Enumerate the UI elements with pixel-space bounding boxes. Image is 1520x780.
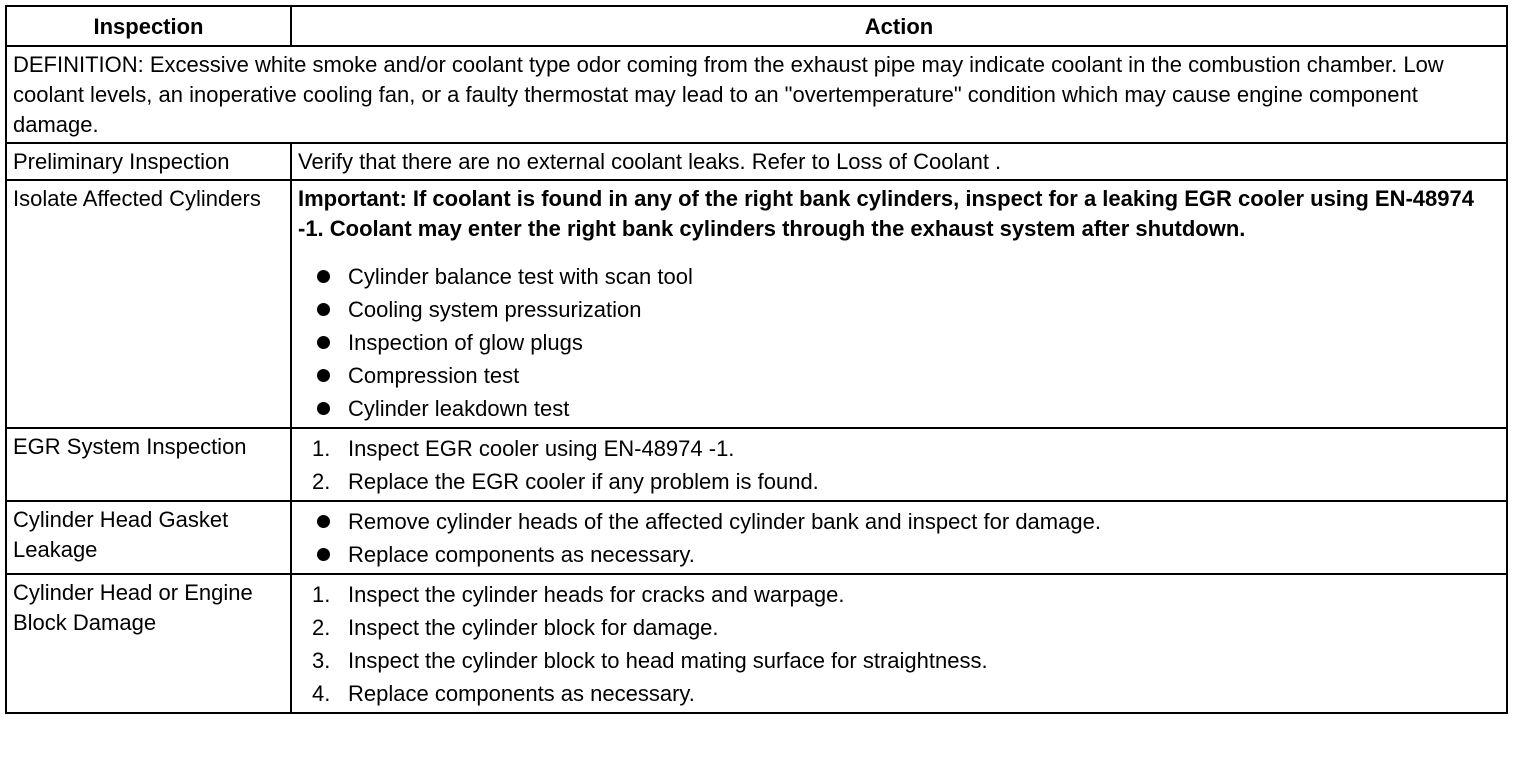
list-item-text: Inspect the cylinder block to head mating surface for straightness. bbox=[348, 648, 988, 673]
header-row bbox=[6, 6, 1507, 46]
bullet-icon bbox=[317, 270, 330, 283]
table-row bbox=[6, 574, 1507, 713]
inspection-cell: EGR System Inspection bbox=[6, 428, 291, 501]
numbered-list bbox=[298, 432, 1500, 498]
list-item-text: Inspect the cylinder block for damage. bbox=[348, 615, 719, 640]
list-item bbox=[298, 260, 1500, 293]
list-item bbox=[298, 392, 1500, 425]
inspection-cell: Isolate Affected Cylinders bbox=[6, 180, 291, 428]
bullet-icon bbox=[317, 303, 330, 316]
action-cell bbox=[291, 501, 1507, 574]
bullet-icon bbox=[317, 515, 330, 528]
table-row bbox=[6, 501, 1507, 574]
list-item-text: Remove cylinder heads of the affected cylinder bank and inspect for damage. bbox=[348, 509, 1101, 534]
list-item bbox=[298, 293, 1500, 326]
list-item-text: Compression test bbox=[348, 363, 520, 388]
definition-row bbox=[6, 46, 1507, 143]
list-item-text: Cylinder leakdown test bbox=[348, 396, 570, 421]
list-item-text: Inspection of glow plugs bbox=[348, 330, 583, 355]
inspection-cell: Cylinder Head Gasket Leakage bbox=[6, 501, 291, 574]
step-number: 1. bbox=[312, 436, 331, 461]
action-cell bbox=[291, 180, 1507, 428]
bullet-list bbox=[298, 260, 1500, 425]
action-cell bbox=[291, 574, 1507, 713]
list-item-text: Inspect the cylinder heads for cracks and warpage. bbox=[348, 582, 845, 607]
action-cell bbox=[291, 428, 1507, 501]
bullet-icon bbox=[317, 336, 330, 349]
step-number: 1. bbox=[312, 582, 331, 607]
table-row bbox=[6, 428, 1507, 501]
table-row bbox=[6, 143, 1507, 180]
list-item-text: Cylinder balance test with scan tool bbox=[348, 264, 693, 289]
inspection-cell: Cylinder Head or Engine Block Damage bbox=[6, 574, 291, 713]
list-item-text: Inspect EGR cooler using EN-48974 -1. bbox=[348, 436, 735, 461]
list-item-text: Replace the EGR cooler if any problem is found. bbox=[348, 469, 819, 494]
list-item bbox=[298, 611, 1500, 644]
list-item bbox=[298, 677, 1500, 710]
numbered-list bbox=[298, 578, 1500, 710]
table-row bbox=[6, 180, 1507, 428]
step-number: 4. bbox=[312, 681, 331, 706]
list-item-text: Replace components as necessary. bbox=[348, 542, 695, 567]
list-item bbox=[298, 505, 1500, 538]
definition-text: DEFINITION: Excessive white smoke and/or coolant type odor coming from the exhaust pipe may indicate coolant in the combustion chamber. Low coolant levels, an inoperative cooling fan, or a faulty thermostat may lead to an "overtemperature" condition which may cause engine component damage. bbox=[6, 46, 1507, 143]
bullet-icon bbox=[317, 402, 330, 415]
important-note: Important: If coolant is found in any of the right bank cylinders, inspect for a leaking EGR cooler using EN-48974 -1. Coolant may enter the right bank cylinders through the exhaust system after shutdown. bbox=[298, 186, 1474, 241]
list-item-text: Cooling system pressurization bbox=[348, 297, 642, 322]
list-item bbox=[298, 578, 1500, 611]
list-item bbox=[298, 644, 1500, 677]
action-cell: Verify that there are no external coolant leaks. Refer to Loss of Coolant . bbox=[291, 143, 1507, 180]
step-number: 2. bbox=[312, 469, 331, 494]
inspection-table-wrapper bbox=[5, 5, 1506, 714]
bullet-icon bbox=[317, 369, 330, 382]
bullet-list bbox=[298, 505, 1500, 571]
list-item bbox=[298, 538, 1500, 571]
inspection-table bbox=[5, 5, 1508, 714]
list-item bbox=[298, 432, 1500, 465]
list-item bbox=[298, 359, 1500, 392]
bullet-icon bbox=[317, 548, 330, 561]
list-item bbox=[298, 326, 1500, 359]
list-item-text: Replace components as necessary. bbox=[348, 681, 695, 706]
step-number: 2. bbox=[312, 615, 331, 640]
list-item bbox=[298, 465, 1500, 498]
step-number: 3. bbox=[312, 648, 331, 673]
inspection-cell: Preliminary Inspection bbox=[6, 143, 291, 180]
header-inspection: Inspection bbox=[6, 6, 291, 46]
header-action: Action bbox=[291, 6, 1507, 46]
